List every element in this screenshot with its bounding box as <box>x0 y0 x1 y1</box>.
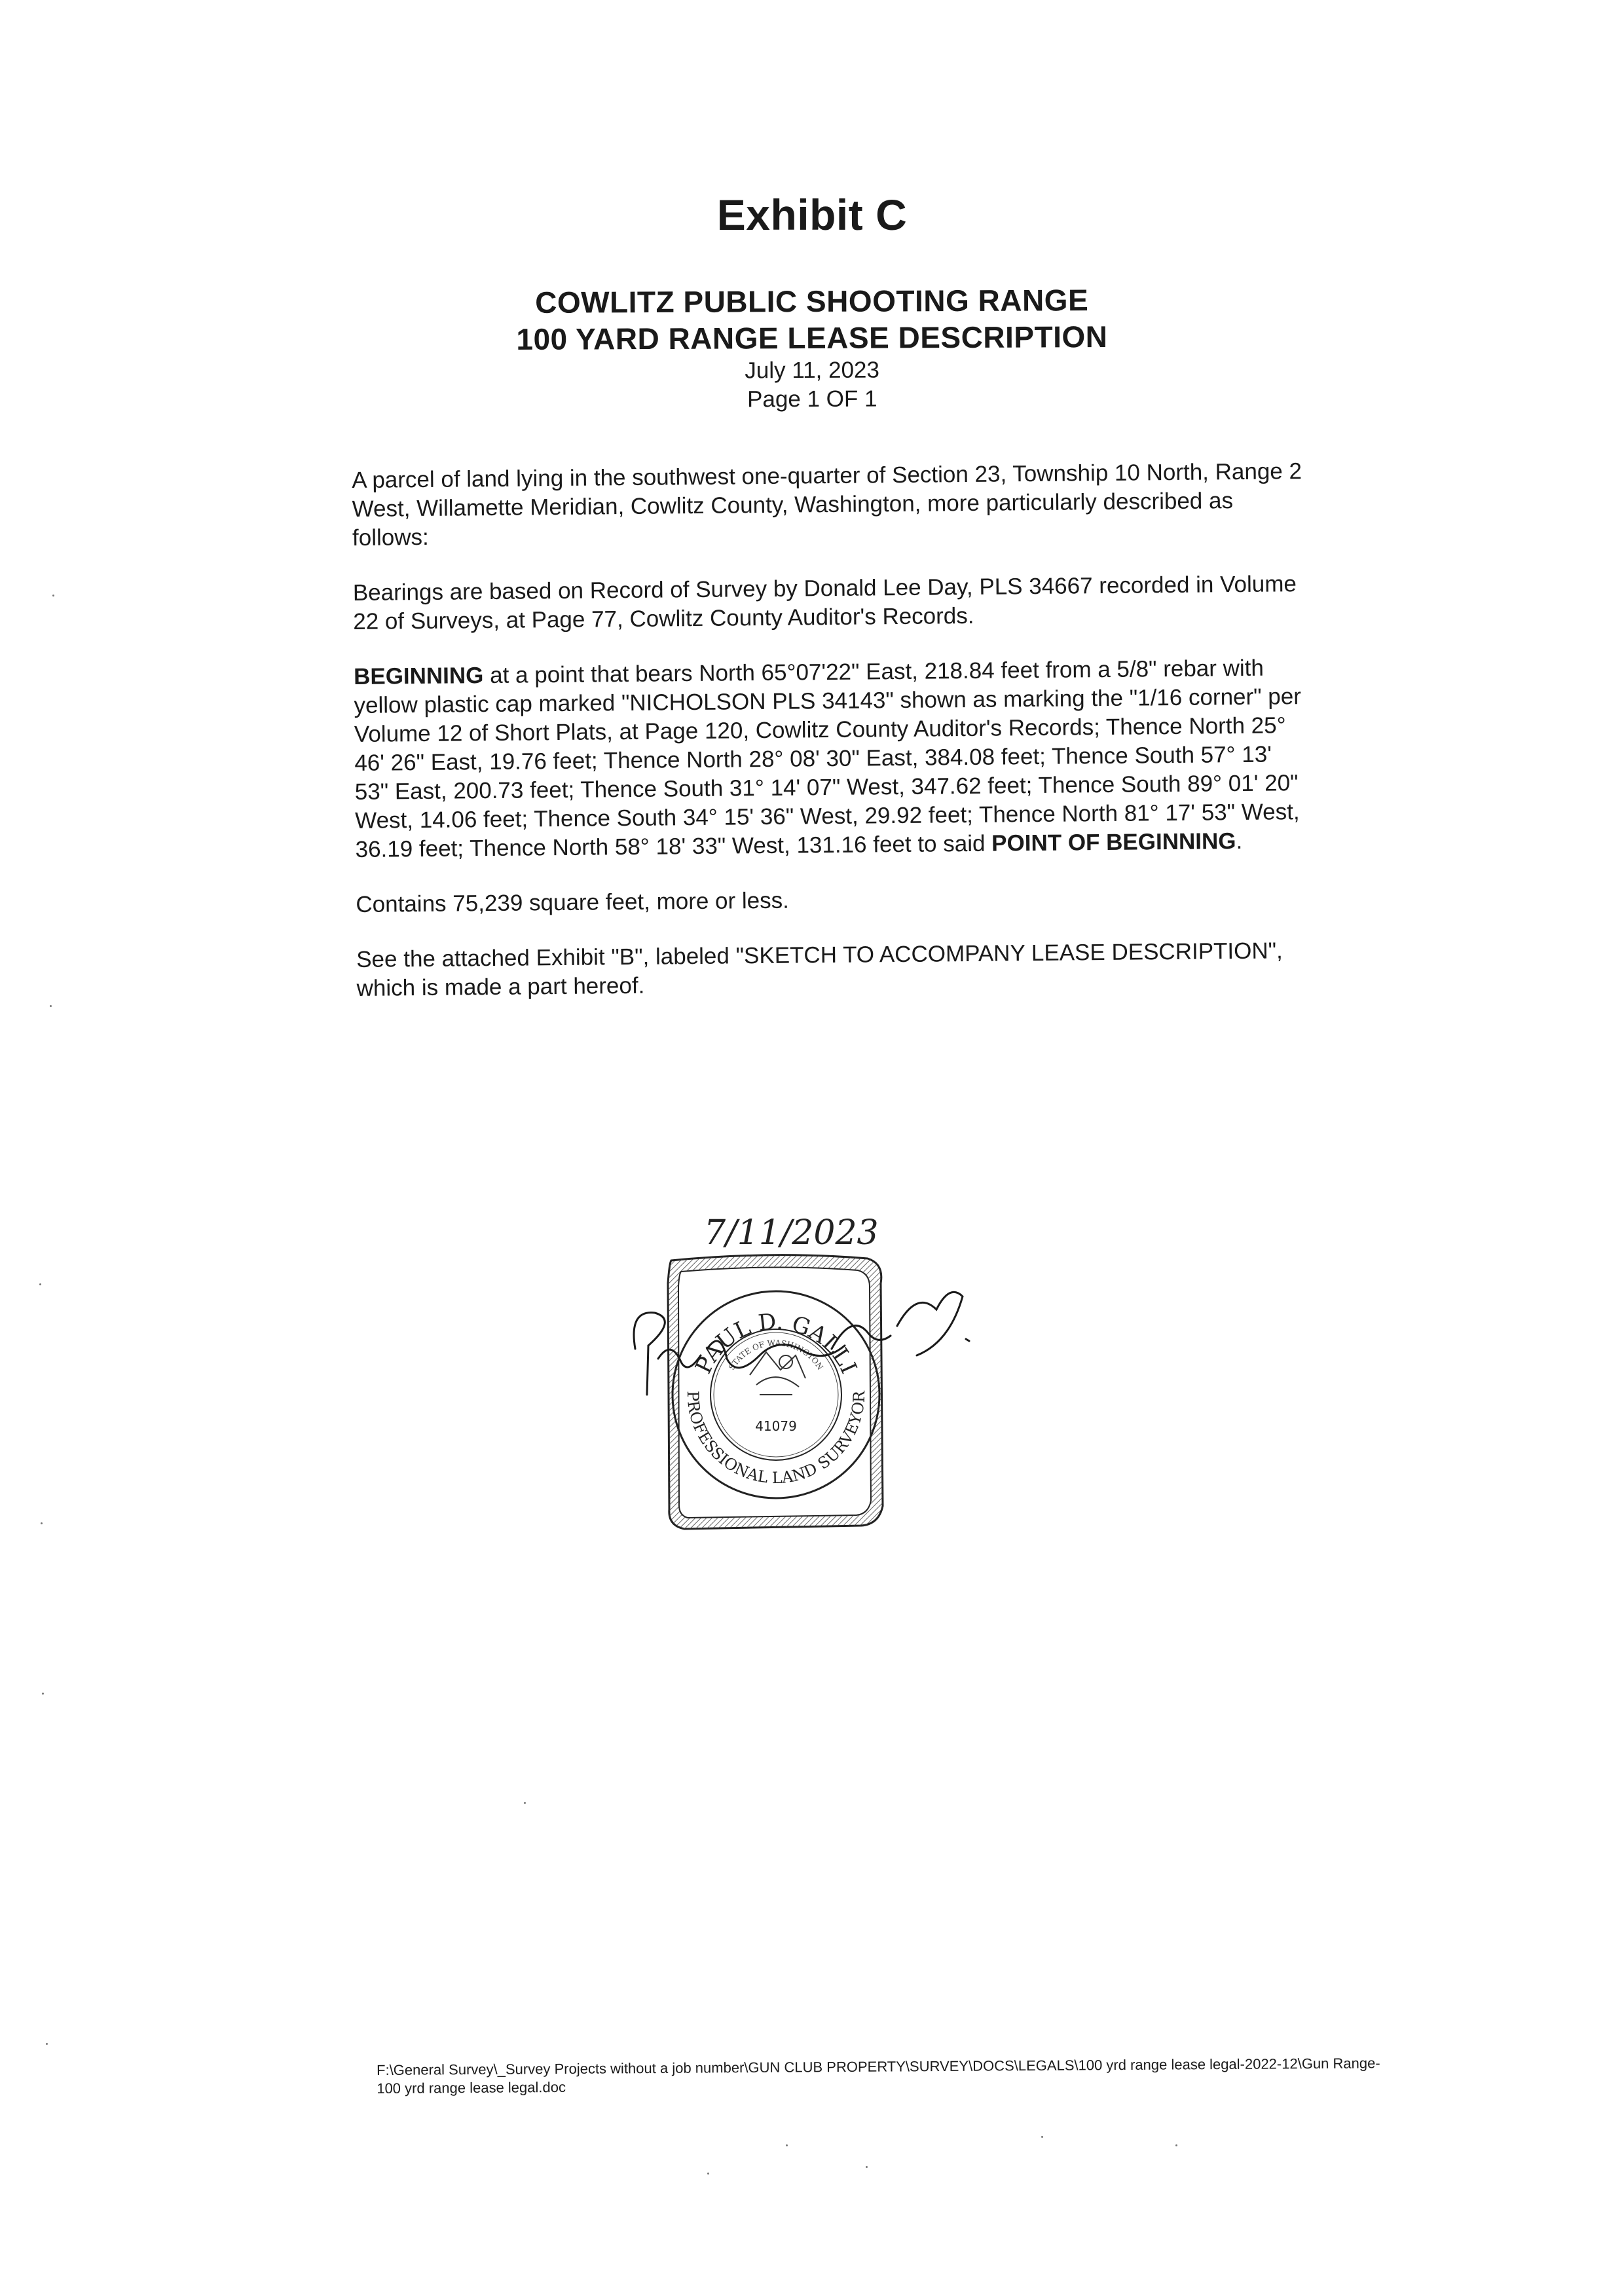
metes-and-bounds-paragraph <box>354 653 1312 864</box>
scan-speck <box>866 2166 868 2168</box>
scan-speck <box>46 2043 48 2045</box>
scan-speck <box>50 1005 52 1007</box>
area-paragraph: Contains 75,239 square feet, more or less. <box>356 887 790 917</box>
surveyor-seal-graphic <box>609 1198 1015 1565</box>
scan-speck <box>42 1693 44 1695</box>
parcel-paragraph: A parcel of land lying in the southwest one-quarter of Section 23, Township 10 North, Range 2 West, Willamette Meridian, Cowlitz County, Washington, more particularly described as follows: <box>352 458 1302 551</box>
seal-title: PROFESSIONAL LAND SURVEYOR <box>683 1390 869 1488</box>
beginning-keyword: BEGINNING <box>353 663 484 689</box>
scan-speck <box>41 1522 43 1524</box>
state-emblem-icon <box>750 1352 805 1395</box>
metes-and-bounds-end: . <box>1236 828 1243 854</box>
seal-state-name: STATE OF WASHINGTON <box>727 1338 825 1372</box>
surveyor-seal-and-signature <box>609 1198 1015 1565</box>
heading-lease-description: 100 YARD RANGE LEASE DESCRIPTION <box>516 320 1108 356</box>
exhibit-title: Exhibit C <box>716 191 908 239</box>
scan-speck <box>707 2173 709 2175</box>
seal-license-number: 41079 <box>755 1418 797 1434</box>
heading-range-name: COWLITZ PUBLIC SHOOTING RANGE <box>535 283 1089 320</box>
scan-speck <box>1041 2136 1043 2138</box>
exhibit-reference-paragraph: See the attached Exhibit "B", labeled "SKETCH TO ACCOMPANY LEASE DESCRIPTION", which is made a part hereof. <box>356 938 1283 1001</box>
file-path-footer: F:\General Survey\_Survey Projects without a job number\GUN CLUB PROPERTY\SURVEY\DOCS\LEGALS\100 yrd range lease legal-2022-12\Gun Range-100 yrd range lease legal.doc <box>377 2055 1380 2097</box>
metes-and-bounds-text: at a point that bears North 65°07'22" East, 218.84 feet from a 5/8" rebar with yellow plastic cap marked "NICHOLSON PLS 34143" shown as marking the "1/16 corner" per Volume 12 of Short Plats, at Page 120, Cowlitz County Auditor's Records; Thence North 25° 46' 26" East, 19.76 feet; Thence North 28° 08' 30" East, 384.08 feet; Thence South 57° 13' 53" East, 200.73 feet; Thence South 31° 14' 07" West, 347.62 feet; Thence South 89° 01' 20" West, 14.06 feet; Thence South 34° 15' 36" West, 29.92 feet; Thence North 81° 17' 53" West, 36.19 feet; Thence North 58° 18' 33" West, 131.16 feet to said <box>354 655 1302 862</box>
scan-speck <box>1175 2144 1177 2146</box>
scan-speck <box>39 1283 41 1285</box>
page-number: Page 1 OF 1 <box>747 386 877 413</box>
handwritten-date: 7/11/2023 <box>704 1213 879 1253</box>
legal-description-body <box>352 457 1313 1029</box>
scan-speck <box>52 595 54 597</box>
document-date: July 11, 2023 <box>745 357 880 384</box>
scan-speck <box>786 2144 788 2146</box>
seal-surveyor-name: PAUL D. GALLI <box>690 1308 862 1378</box>
handwritten-signature <box>634 1292 969 1395</box>
bearings-paragraph: Bearings are based on Record of Survey by Donald Lee Day, PLS 34667 recorded in Volume 22 of Surveys, at Page 77, Cowlitz County Auditor's Records. <box>352 571 1297 634</box>
document-heading <box>0 280 1624 418</box>
scan-speck <box>524 1802 526 1804</box>
point-of-beginning-keyword: POINT OF BEGINNING <box>991 828 1236 856</box>
